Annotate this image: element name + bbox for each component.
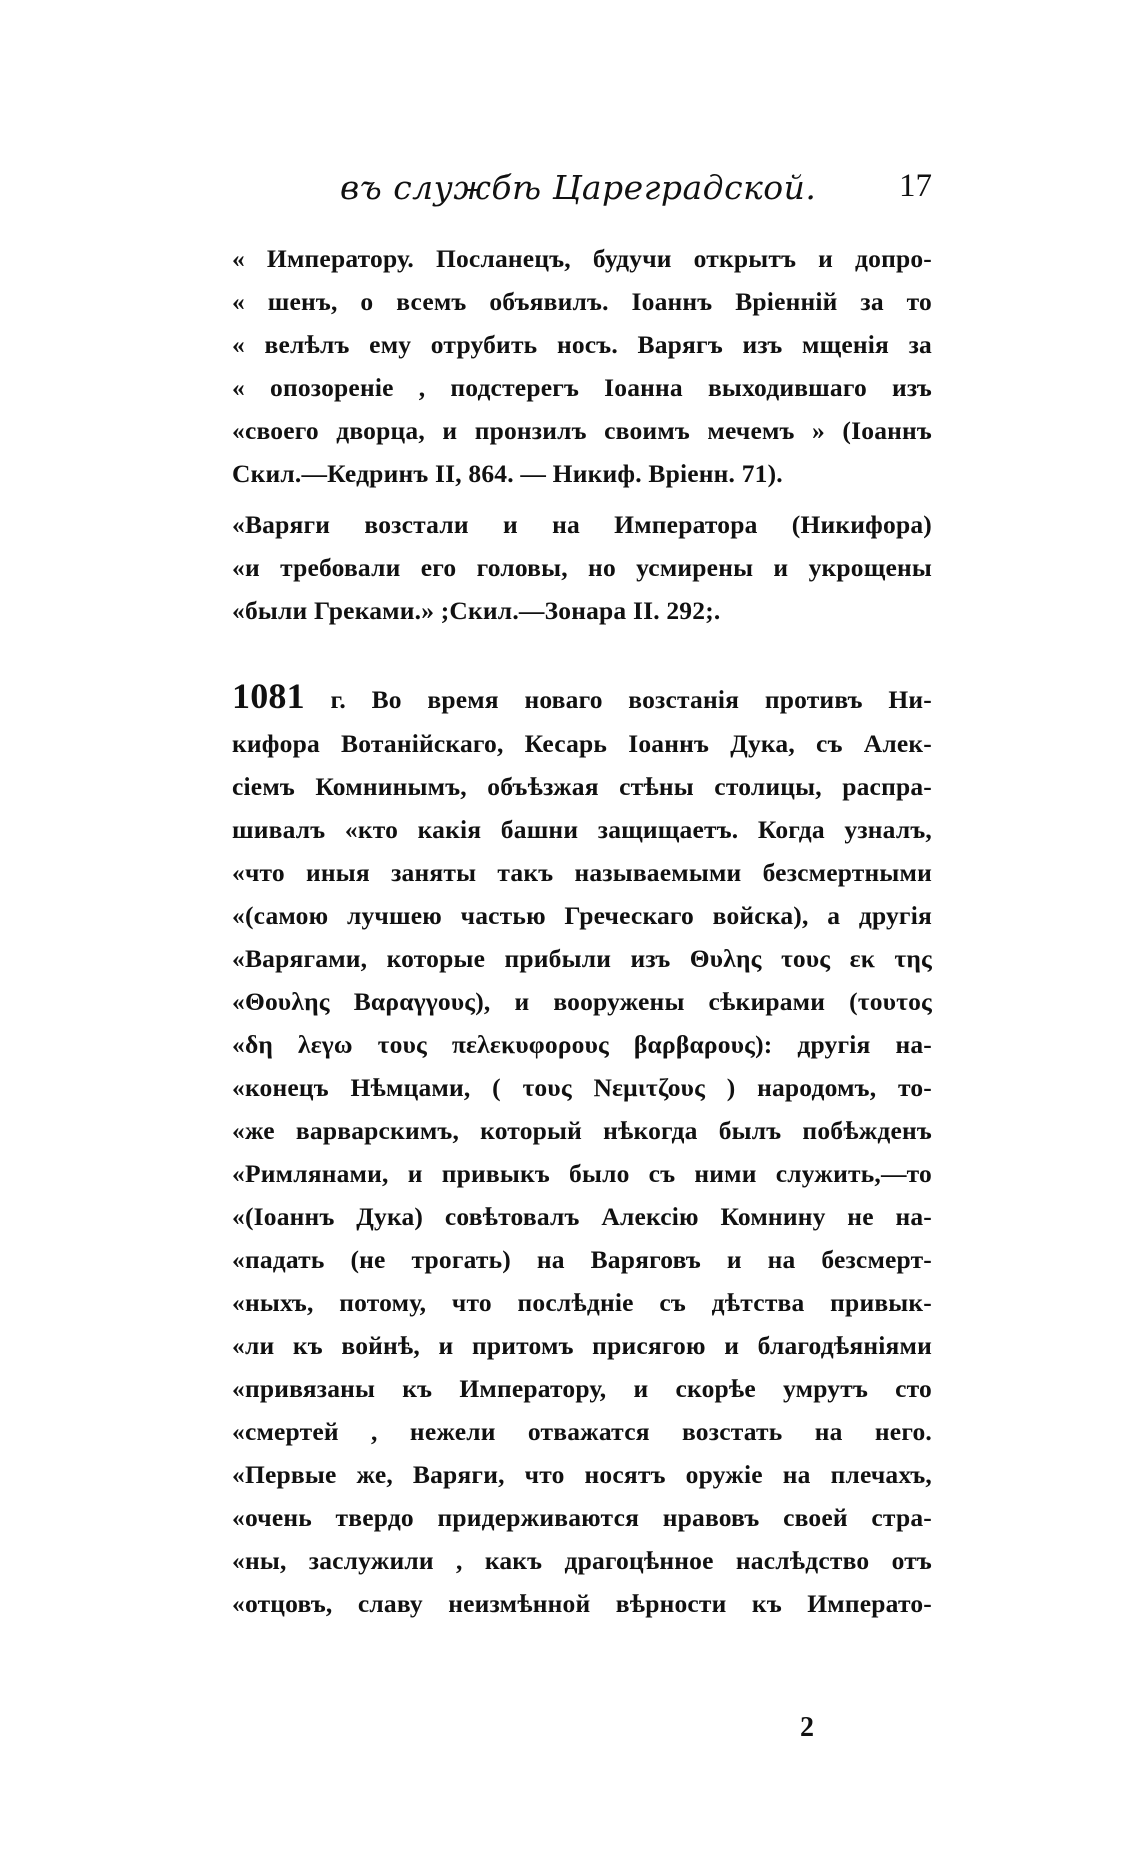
text-line: «ны, заслужили , какъ драгоцѣнное наслѣдство отъ <box>232 1546 932 1575</box>
running-title: въ службѣ Цареградской. <box>340 168 817 207</box>
text-line: «ныхъ, потому, что послѣдніе съ дѣтства привык- <box>232 1288 932 1317</box>
text-line: «(Іоаннъ Дука) совѣтовалъ Алексію Комнину не на- <box>232 1202 932 1231</box>
text-line: «Варягами, которые прибыли изъ Θυλης τους εκ της <box>232 944 932 973</box>
text-line: «ли къ войнѣ, и притомъ присягою и благодѣяніями <box>232 1331 932 1360</box>
text-line: «отцовъ, славу неизмѣнной вѣрности къ Императо- <box>232 1589 932 1618</box>
text-line: «очень твердо придерживаются нравовъ своей стра- <box>232 1503 932 1532</box>
text-line: «падать (не трогать) на Варяговъ и на безсмерт- <box>232 1245 932 1274</box>
year-heading: 1081 <box>232 676 305 716</box>
text-line: сіемъ Комнинымъ, объѣзжая стѣны столицы, распра- <box>232 772 932 801</box>
paragraph-1 <box>232 237 932 495</box>
text-line: « Императору. Посланецъ, будучи открытъ и допро- <box>232 244 932 273</box>
page-number: 17 <box>899 168 932 204</box>
text-line: «Первые же, Варяги, что носятъ оружіе на плечахъ, <box>232 1460 932 1489</box>
text-line-with-year <box>232 670 932 722</box>
text-line: «привязаны къ Императору, и скорѣе умрутъ сто <box>232 1374 932 1403</box>
text-line: «Варяги возстали и на Императора (Никифора) <box>232 510 932 539</box>
text-line: «смертей , нежели отважатся возстать на него. <box>232 1417 932 1446</box>
text-line: «(самою лучшею частью Греческаго войска), а другія <box>232 901 932 930</box>
text-line: «же варварскимъ, который нѣкогда былъ побѣжденъ <box>232 1116 932 1145</box>
text-line: «что иныя заняты такъ называемыми безсмертными <box>232 858 932 887</box>
text-line: « велѣлъ ему отрубить носъ. Варягъ изъ мщенія за <box>232 330 932 359</box>
text-line: «Римлянами, и привыкъ было съ ними служить,—то <box>232 1159 932 1188</box>
text-line: «δη λεγω τους πελεκυφορους βαρβαρους): другія на- <box>232 1030 932 1059</box>
text-line: « опозореніе , подстерегъ Іоанна выходившаго изъ <box>232 373 932 402</box>
text-line: «конецъ Нѣмцами, ( τους Νεμιτζους ) народомъ, то- <box>232 1073 932 1102</box>
text-line-rest: г. Во время новаго возстанія противъ Ни- <box>304 685 932 714</box>
text-line: «своего дворца, и пронзилъ своимъ мечемъ » (Іоаннъ <box>232 416 932 445</box>
text-line: «и требовали его головы, но усмирены и укрощены <box>232 553 932 582</box>
text-line: Скил.—Кедринъ II, 864. — Никиф. Вріенн. 71). <box>232 459 783 488</box>
text-line: «Θουλης Βαραγγους), и вооружены сѣкирами (τουτος <box>232 987 932 1016</box>
paragraph-2 <box>232 503 932 632</box>
paragraph-3 <box>232 670 932 1625</box>
signature-mark: 2 <box>800 1712 814 1743</box>
text-line: « шенъ, о всемъ объявилъ. Іоаннъ Вріенній за то <box>232 287 932 316</box>
text-line: кифора Вотанійскаго, Кесарь Іоаннъ Дука, съ Алек- <box>232 729 932 758</box>
running-head <box>232 168 932 212</box>
text-line: «были Греками.» ;Скил.—Зонара II. 292;. <box>232 596 721 625</box>
text-line: шивалъ «кто какія башни защищаетъ. Когда узналъ, <box>232 815 932 844</box>
